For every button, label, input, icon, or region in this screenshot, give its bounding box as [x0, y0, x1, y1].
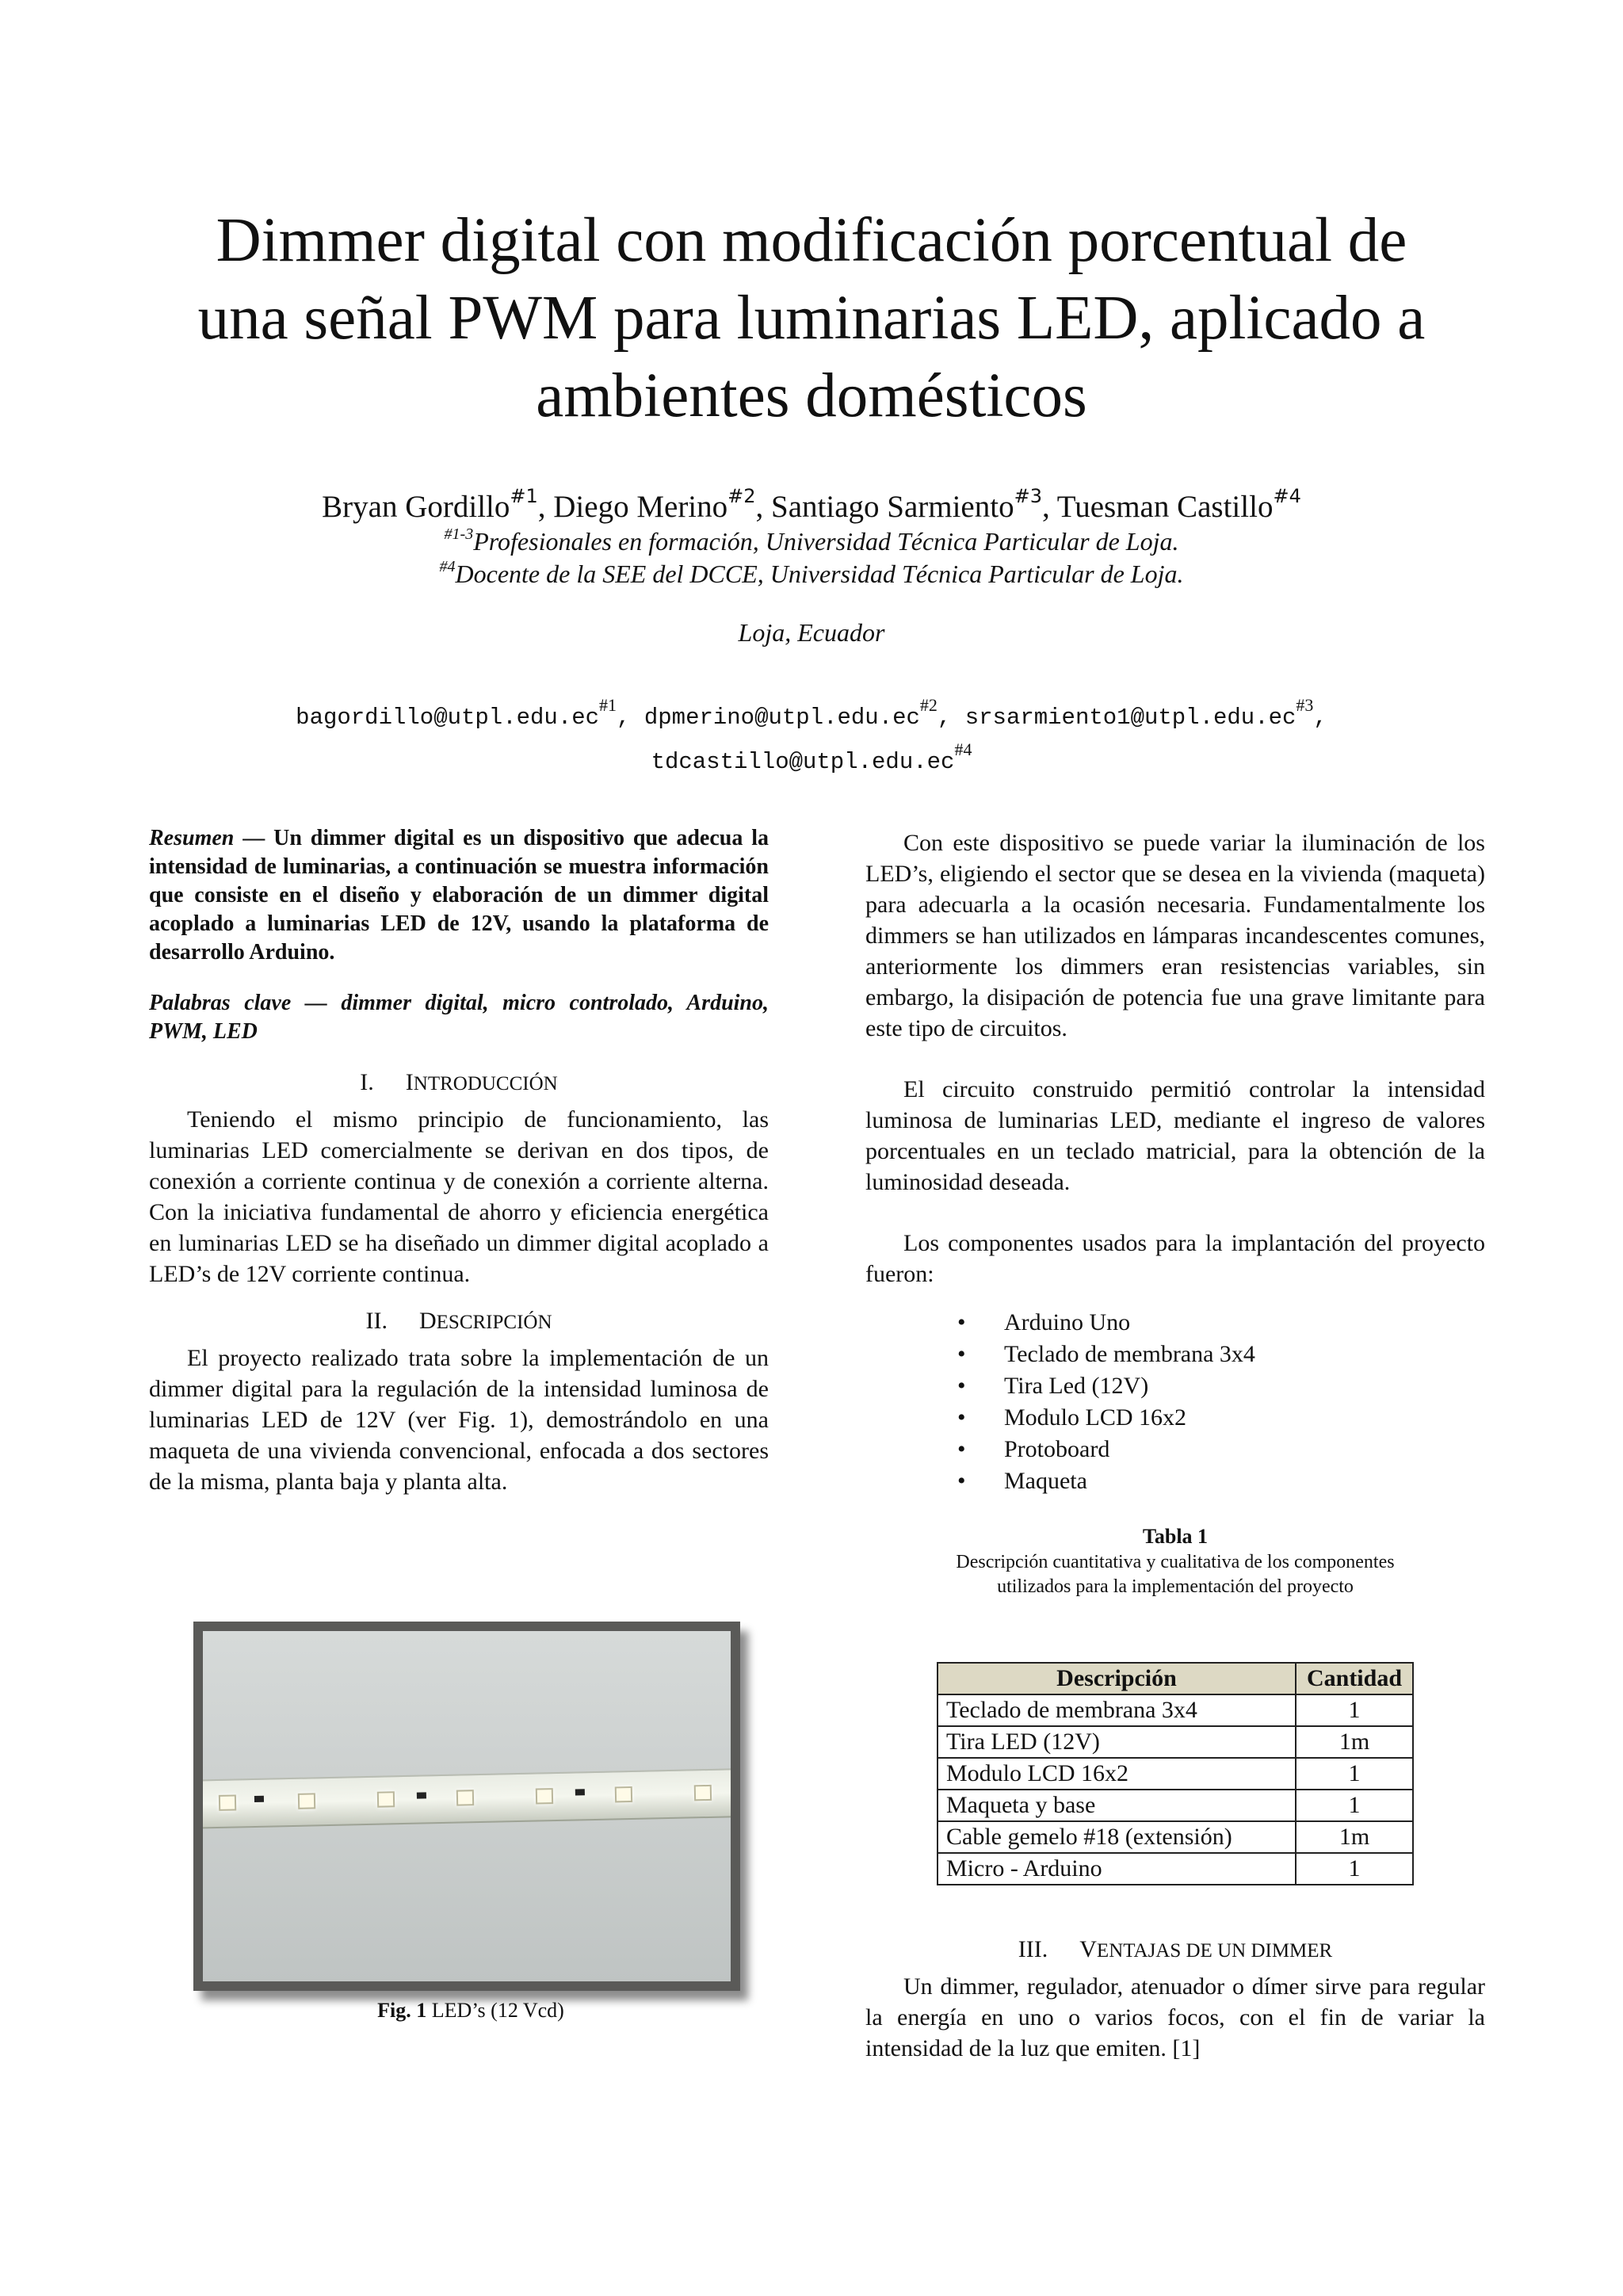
table-cell: Cable gemelo #18 (extensión): [938, 1821, 1296, 1853]
author-list: Bryan Gordillo$^{\#1}$, Diego Merino$^{\#2}$, Santiago Sarmiento$^{\#3}$, Tuesman Castillo$^{\#4}$: [322, 485, 1301, 524]
list-item: [865, 1465, 1485, 1497]
email-line-1: $bagordillo@utpl.edu.ec^{\#1}$, $dpmerino@utpl.edu.ec^{\#2}$, $srsarmiento1@utpl.edu.ec^{\#3}$,: [296, 695, 1327, 731]
email-mark: #4: [954, 739, 972, 759]
email-address[interactable]: dpmerino@utpl.edu.ec: [643, 705, 920, 731]
table-header: Descripción: [938, 1663, 1296, 1694]
resistor: [254, 1796, 264, 1802]
led-strip: [203, 1767, 731, 1828]
affiliation-mark: #1-3: [444, 525, 474, 543]
affiliation-2: [158, 551, 1465, 590]
bullet-icon: •: [957, 1341, 966, 1367]
list-item-text: Tira Led (12V): [1004, 1373, 1149, 1399]
author-mark: #4: [1273, 485, 1301, 507]
led-chip: [615, 1786, 632, 1802]
abstract: [149, 824, 769, 967]
email-mark: #3: [1296, 695, 1314, 715]
figure-caption: [193, 1997, 748, 2024]
table-row: [938, 1790, 1413, 1821]
led-chip: [377, 1791, 395, 1807]
table-cell: 1: [1296, 1694, 1413, 1726]
right-paragraph-3: Los componentes usados para la implantación del proyecto fueron:: [865, 1230, 1485, 1287]
bullet-icon: •: [957, 1373, 966, 1399]
section-rest: NTRODUCCIÓN: [413, 1073, 558, 1095]
table-row: [938, 1821, 1413, 1853]
affiliation-text: Docente de la SEE del DCCE, Universidad Técnica Particular de Loja.: [455, 560, 1184, 588]
led-chip: [219, 1794, 236, 1810]
abstract-text: — Un dimmer digital es un dispositivo que adecua la intensidad de luminarias, a continuación se muestra información que consiste en el diseño y elaboración de un dimmer digital acoplado a luminarias LED de 12V, usando la plataforma de desarrollo Arduino.: [149, 826, 769, 965]
section-1-text: Teniendo el mismo principio de funcionamiento, las luminarias LED comercialmente se derivan en dos tipos, de conexión a corriente continua y de conexión a corriente alterna. Con la iniciativa fundamental de ahorro y eficiencia energética en luminarias LED se ha diseñado un dimmer digital acoplado a LED’s de 12V corriente continua.: [149, 1106, 769, 1287]
list-item-text: Arduino Uno: [1004, 1309, 1131, 1335]
components-list: [865, 1307, 1485, 1497]
table-cell: 1: [1296, 1790, 1413, 1821]
table-cell: 1: [1296, 1853, 1413, 1885]
led-chip: [456, 1790, 474, 1805]
affiliation-mark: #4: [439, 558, 456, 575]
right-column: [865, 827, 1485, 1599]
table-cell: Tira LED (12V): [938, 1726, 1296, 1758]
table-row: [938, 1758, 1413, 1790]
section-2-text: El proyecto realizado trata sobre la implementación de un dimmer digital para la regulación de la intensidad luminosa de luminarias LED de 12V (ver Fig. 1), demostrándolo en una maqueta de una vivienda convencional, enfocada a dos sectores de la misma, planta baja y planta alta.: [149, 1345, 769, 1495]
list-item: [865, 1434, 1485, 1465]
table-cell: Modulo LCD 16x2: [938, 1758, 1296, 1790]
section-heading-3: [865, 1934, 1485, 1966]
bullet-icon: •: [957, 1309, 966, 1335]
section-initial: D: [418, 1308, 437, 1334]
email-address[interactable]: bagordillo@utpl.edu.ec: [296, 705, 600, 731]
title-line-2: una señal PWM para luminarias LED, aplicado a: [197, 284, 1426, 353]
location: Loja, Ecuador: [738, 618, 885, 647]
section-number: I.: [360, 1069, 374, 1095]
section-3-text: Un dimmer, regulador, atenuador o dímer sirve para regular la energía en uno o varios focos, con el fin de variar la intensidad de la luz que emiten. [1]: [865, 1973, 1485, 2061]
table-cell: 1: [1296, 1758, 1413, 1790]
resistor: [417, 1792, 426, 1798]
section-number: II.: [365, 1308, 388, 1334]
bullet-icon: •: [957, 1404, 966, 1431]
table-row: [938, 1853, 1413, 1885]
table-cell: Maqueta y base: [938, 1790, 1296, 1821]
list-item: [865, 1307, 1485, 1339]
figure-caption-text: LED’s (12 Vcd): [426, 1999, 564, 2022]
author-mark: #3: [1014, 485, 1042, 507]
email-mark: #2: [919, 695, 938, 715]
table-label: Tabla 1: [1142, 1525, 1209, 1548]
paper-title: [143, 202, 1480, 435]
email-line-2: [95, 735, 1528, 777]
bullet-icon: •: [957, 1468, 966, 1494]
table-header: Cantidad: [1296, 1663, 1413, 1694]
email-address[interactable]: tdcastillo@utpl.edu.ec: [651, 749, 955, 775]
email-mark: #1: [599, 695, 617, 715]
section-rest: ESCRIPCIÓN: [436, 1312, 552, 1333]
table-caption: [865, 1524, 1485, 1599]
list-item: [865, 1370, 1485, 1402]
table-cell: 1m: [1296, 1726, 1413, 1758]
table-row: [938, 1726, 1413, 1758]
section-initial: V: [1079, 1936, 1097, 1962]
author-name: Bryan Gordillo: [322, 490, 510, 524]
led-chip: [694, 1785, 712, 1801]
title-line-1: Dimmer digital con modificación porcentual de: [216, 206, 1407, 275]
list-item: [865, 1339, 1485, 1370]
led-strip-image: [203, 1631, 731, 1981]
section-heading-1: [149, 1067, 769, 1099]
email-address[interactable]: srsarmiento1@utpl.edu.ec: [964, 705, 1296, 731]
section-heading-2: [149, 1305, 769, 1338]
table-caption-line-2: utilizados para la implementación del proyecto: [997, 1576, 1354, 1597]
right-column-bottom: [865, 1934, 1485, 2064]
table-cell: Teclado de membrana 3x4: [938, 1694, 1296, 1726]
list-item-text: Modulo LCD 16x2: [1004, 1404, 1187, 1431]
author-mark: #2: [727, 485, 756, 507]
table-header-row: [938, 1663, 1413, 1694]
table-cell: 1m: [1296, 1821, 1413, 1853]
keywords: Palabras clave — dimmer digital, micro controlado, Arduino, PWM, LED: [149, 991, 769, 1044]
led-chip: [536, 1788, 553, 1804]
list-item-text: Maqueta: [1004, 1468, 1087, 1494]
section-rest: ENTAJAS DE UN DIMMER: [1096, 1940, 1333, 1962]
author-mark: #1: [510, 485, 538, 507]
table-row: [938, 1694, 1413, 1726]
figure-label: Fig. 1: [377, 1999, 427, 2022]
author-name: Santiago Sarmiento: [771, 490, 1014, 524]
right-paragraph-1: Con este dispositivo se puede variar la iluminación de los LED’s, eligiendo el sector que se desea en la vivienda (maqueta) para adecuarla a la ocasión necesaria. Fundamentalmente los dimmers se han utilizados en lámparas incandescentes comunes, anteriormente los dimmers eran resistencias variables, sin embargo, la disipación de potencia fue una grave limitante para este tipo de circuitos.: [865, 830, 1485, 1041]
list-item-text: Teclado de membrana 3x4: [1004, 1341, 1255, 1367]
section-number: III.: [1018, 1936, 1048, 1962]
table-caption-line-1: Descripción cuantitativa y cualitativa de los componentes: [956, 1552, 1395, 1572]
right-paragraph-2: El circuito construido permitió controlar la intensidad luminosa de luminarias LED, mediante el ingreso de valores porcentuales en un teclado matricial, para la obtención de la luminosidad deseada.: [865, 1076, 1485, 1195]
list-item: [865, 1402, 1485, 1434]
components-table: [937, 1662, 1414, 1885]
resistor: [575, 1789, 585, 1795]
author-name: Tuesman Castillo: [1056, 490, 1274, 524]
abstract-label: Resumen: [149, 826, 235, 850]
led-chip: [298, 1793, 315, 1809]
figure-1-photo: [193, 1622, 740, 1991]
left-column: [149, 824, 769, 1497]
affiliation-text: Profesionales en formación, Universidad Técnica Particular de Loja.: [473, 527, 1179, 556]
list-item-text: Protoboard: [1004, 1436, 1110, 1462]
author-name: Diego Merino: [553, 490, 728, 524]
section-initial: I: [405, 1069, 414, 1095]
bullet-icon: •: [957, 1436, 966, 1462]
table-cell: Micro - Arduino: [938, 1853, 1296, 1885]
title-line-3: ambientes domésticos: [536, 361, 1087, 430]
